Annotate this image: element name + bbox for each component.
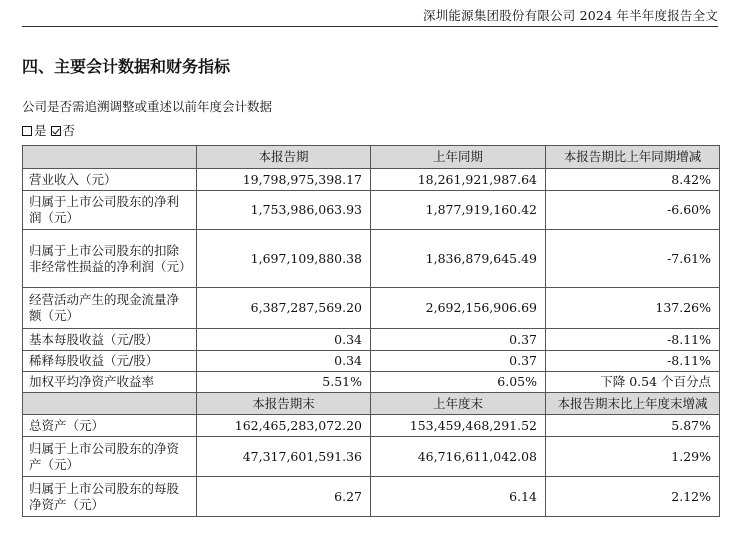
table-row: [23, 329, 720, 351]
header-rule: [22, 26, 718, 27]
cell-prior: 0.37: [371, 329, 546, 351]
table2-header-blank: [23, 393, 197, 415]
cell-prior-year-end: 153,459,468,291.52: [371, 415, 546, 437]
table-row: [23, 288, 720, 329]
table-row: [23, 415, 720, 437]
cell-period-end: 162,465,283,072.20: [197, 415, 371, 437]
cell-current: 1,753,986,063.93: [197, 191, 371, 230]
report-header: 深圳能源集团股份有限公司 2024 年半年度报告全文: [423, 8, 718, 23]
table2-header-change: 本报告期末比上年度末增减: [546, 393, 720, 415]
row-label: 加权平均净资产收益率: [23, 372, 197, 393]
row-label: 归属于上市公司股东的净资产（元）: [23, 437, 197, 477]
cell-change: -8.11%: [546, 351, 720, 372]
row-label: 稀释每股收益（元/股）: [23, 351, 197, 372]
cell-prior: 1,836,879,645.49: [371, 230, 546, 288]
cell-change: -8.11%: [546, 329, 720, 351]
table1-header-change: 本报告期比上年同期增减: [546, 146, 720, 169]
section-title: 四、主要会计数据和财务指标: [22, 57, 231, 76]
row-label: 经营活动产生的现金流量净额（元）: [23, 288, 197, 329]
cell-prior: 0.37: [371, 351, 546, 372]
restatement-choices: [22, 121, 79, 139]
table-row: [23, 477, 720, 517]
cell-current: 5.51%: [197, 372, 371, 393]
cell-change: 5.87%: [546, 415, 720, 437]
table-row: [23, 169, 720, 191]
choice-no-label: 否: [62, 123, 76, 138]
table-row: [23, 437, 720, 477]
cell-prior: 1,877,919,160.42: [371, 191, 546, 230]
cell-change: 137.26%: [546, 288, 720, 329]
cell-current: 0.34: [197, 351, 371, 372]
cell-change: -7.61%: [546, 230, 720, 288]
row-label: 营业收入（元）: [23, 169, 197, 191]
table1-header-current: 本报告期: [197, 146, 371, 169]
cell-change: -6.60%: [546, 191, 720, 230]
table1-header-prior: 上年同期: [371, 146, 546, 169]
checkbox-unchecked-icon: [22, 126, 32, 136]
cell-change: 下降 0.54 个百分点: [546, 372, 720, 393]
cell-period-end: 47,317,601,591.36: [197, 437, 371, 477]
cell-change: 2.12%: [546, 477, 720, 517]
cell-current: 1,697,109,880.38: [197, 230, 371, 288]
cell-current: 0.34: [197, 329, 371, 351]
cell-prior-year-end: 6.14: [371, 477, 546, 517]
table-row: [23, 372, 720, 393]
choice-no[interactable]: [51, 121, 76, 139]
cell-prior: 6.05%: [371, 372, 546, 393]
choice-yes-label: 是: [34, 123, 47, 138]
table-row: [23, 191, 720, 230]
checkbox-checked-icon: [51, 126, 61, 136]
cell-prior: 18,261,921,987.64: [371, 169, 546, 191]
financial-data-table: [22, 145, 720, 517]
cell-period-end: 6.27: [197, 477, 371, 517]
cell-change: 8.42%: [546, 169, 720, 191]
cell-change: 1.29%: [546, 437, 720, 477]
row-label: 基本每股收益（元/股）: [23, 329, 197, 351]
table-row: [23, 230, 720, 288]
table2-header-prior-year-end: 上年度末: [371, 393, 546, 415]
cell-prior-year-end: 46,716,611,042.08: [371, 437, 546, 477]
table1-header-blank: [23, 146, 197, 169]
choice-yes[interactable]: [22, 121, 47, 139]
cell-current: 6,387,287,569.20: [197, 288, 371, 329]
cell-prior: 2,692,156,906.69: [371, 288, 546, 329]
table-row: [23, 351, 720, 372]
table2-header-period-end: 本报告期末: [197, 393, 371, 415]
row-label: 归属于上市公司股东的每股净资产（元）: [23, 477, 197, 517]
table2-header-row: [23, 393, 720, 415]
cell-current: 19,798,975,398.17: [197, 169, 371, 191]
row-label: 总资产（元）: [23, 415, 197, 437]
row-label: 归属于上市公司股东的净利润（元）: [23, 191, 197, 230]
row-label: 归属于上市公司股东的扣除非经常性损益的净利润（元）: [23, 230, 197, 288]
restatement-question: 公司是否需追溯调整或重述以前年度会计数据: [22, 99, 273, 114]
table1-header-row: [23, 146, 720, 169]
